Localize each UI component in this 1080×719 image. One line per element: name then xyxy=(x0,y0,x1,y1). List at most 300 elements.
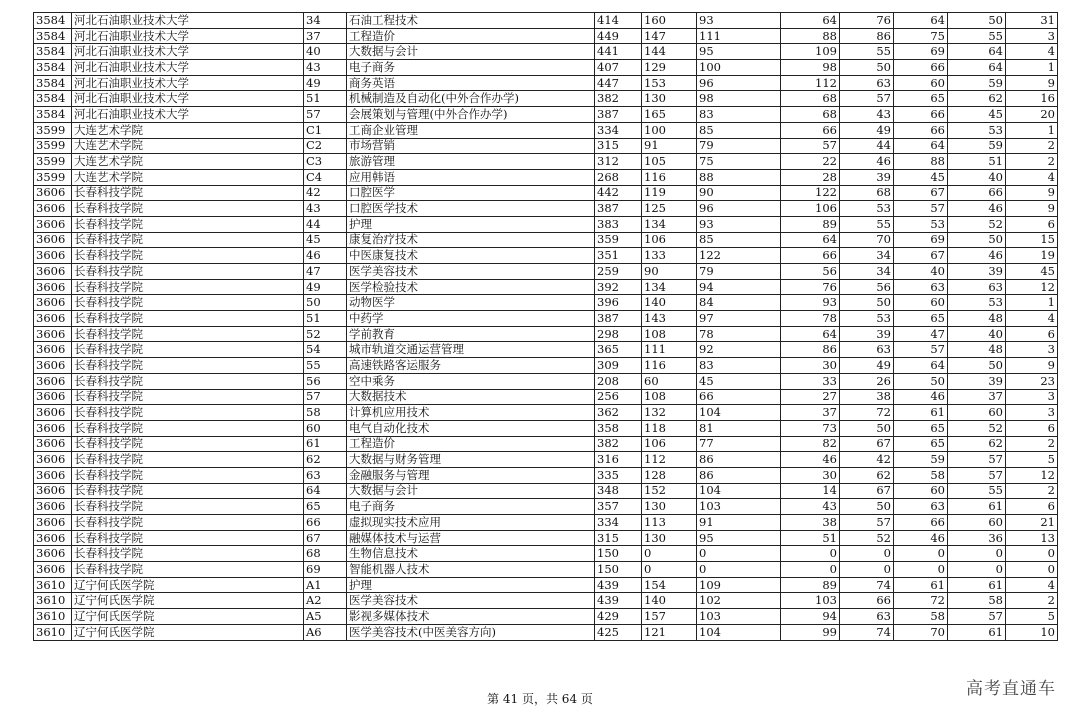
cell-score-c: 33 xyxy=(781,373,840,389)
cell-count: 2 xyxy=(1006,154,1058,170)
cell-school-code: 3606 xyxy=(34,279,72,295)
cell-school-code: 3606 xyxy=(34,185,72,201)
cell-score-a: 160 xyxy=(642,13,697,29)
cell-count: 3 xyxy=(1006,405,1058,421)
cell-score-a: 106 xyxy=(642,232,697,248)
cell-score-b: 91 xyxy=(697,515,781,531)
cell-score-b: 95 xyxy=(697,530,781,546)
cell-score-c: 93 xyxy=(781,295,840,311)
cell-score-a: 154 xyxy=(642,577,697,593)
cell-school-code: 3606 xyxy=(34,326,72,342)
cell-major-code: 50 xyxy=(304,295,347,311)
cell-total-score: 396 xyxy=(595,295,642,311)
cell-score-e: 47 xyxy=(894,326,948,342)
cell-score-d: 74 xyxy=(840,577,894,593)
cell-score-d: 39 xyxy=(840,169,894,185)
cell-school-name: 长春科技学院 xyxy=(72,201,304,217)
cell-score-f: 55 xyxy=(948,483,1006,499)
cell-school-name: 河北石油职业技术大学 xyxy=(72,44,304,60)
cell-total-score: 449 xyxy=(595,28,642,44)
cell-school-code: 3606 xyxy=(34,405,72,421)
cell-major-name: 动物医学 xyxy=(347,295,595,311)
cell-score-e: 88 xyxy=(894,154,948,170)
cell-score-d: 26 xyxy=(840,373,894,389)
cell-count: 0 xyxy=(1006,546,1058,562)
cell-score-a: 147 xyxy=(642,28,697,44)
cell-total-score: 312 xyxy=(595,154,642,170)
cell-score-f: 51 xyxy=(948,154,1006,170)
cell-score-a: 121 xyxy=(642,624,697,640)
cell-score-b: 90 xyxy=(697,185,781,201)
cell-total-score: 259 xyxy=(595,264,642,280)
cell-total-score: 392 xyxy=(595,279,642,295)
cell-score-c: 99 xyxy=(781,624,840,640)
cell-score-e: 57 xyxy=(894,342,948,358)
cell-total-score: 362 xyxy=(595,405,642,421)
cell-major-code: C3 xyxy=(304,154,347,170)
cell-school-name: 长春科技学院 xyxy=(72,232,304,248)
cell-score-f: 61 xyxy=(948,577,1006,593)
cell-score-a: 134 xyxy=(642,279,697,295)
cell-major-code: 63 xyxy=(304,467,347,483)
cell-score-f: 39 xyxy=(948,264,1006,280)
cell-major-name: 会展策划与管理(中外合作办学) xyxy=(347,107,595,123)
cell-score-f: 55 xyxy=(948,28,1006,44)
cell-school-name: 大连艺术学院 xyxy=(72,154,304,170)
cell-score-e: 53 xyxy=(894,216,948,232)
cell-total-score: 439 xyxy=(595,577,642,593)
cell-score-b: 86 xyxy=(697,452,781,468)
table-row xyxy=(34,13,1058,29)
cell-score-c: 94 xyxy=(781,609,840,625)
cell-total-score: 387 xyxy=(595,107,642,123)
cell-score-a: 130 xyxy=(642,499,697,515)
cell-major-name: 中医康复技术 xyxy=(347,248,595,264)
cell-score-e: 0 xyxy=(894,546,948,562)
cell-school-name: 长春科技学院 xyxy=(72,530,304,546)
cell-school-name: 大连艺术学院 xyxy=(72,122,304,138)
cell-total-score: 298 xyxy=(595,326,642,342)
table-row xyxy=(34,593,1058,609)
cell-school-name: 长春科技学院 xyxy=(72,562,304,578)
cell-score-a: 140 xyxy=(642,593,697,609)
cell-school-name: 长春科技学院 xyxy=(72,420,304,436)
cell-major-code: 45 xyxy=(304,232,347,248)
cell-count: 3 xyxy=(1006,28,1058,44)
cell-total-score: 425 xyxy=(595,624,642,640)
cell-total-score: 150 xyxy=(595,546,642,562)
cell-total-score: 150 xyxy=(595,562,642,578)
cell-score-c: 73 xyxy=(781,420,840,436)
cell-score-f: 61 xyxy=(948,624,1006,640)
table-row xyxy=(34,60,1058,76)
cell-score-e: 70 xyxy=(894,624,948,640)
cell-school-name: 大连艺术学院 xyxy=(72,169,304,185)
table-row xyxy=(34,248,1058,264)
cell-school-name: 河北石油职业技术大学 xyxy=(72,75,304,91)
cell-score-f: 50 xyxy=(948,232,1006,248)
table-row xyxy=(34,216,1058,232)
cell-score-e: 0 xyxy=(894,562,948,578)
cell-score-d: 86 xyxy=(840,28,894,44)
cell-school-code: 3599 xyxy=(34,138,72,154)
cell-score-f: 66 xyxy=(948,185,1006,201)
cell-total-score: 382 xyxy=(595,436,642,452)
cell-school-name: 长春科技学院 xyxy=(72,342,304,358)
cell-score-d: 0 xyxy=(840,562,894,578)
cell-score-a: 105 xyxy=(642,154,697,170)
cell-school-name: 长春科技学院 xyxy=(72,326,304,342)
cell-score-f: 59 xyxy=(948,138,1006,154)
cell-score-f: 40 xyxy=(948,169,1006,185)
cell-count: 2 xyxy=(1006,436,1058,452)
cell-school-code: 3606 xyxy=(34,483,72,499)
cell-score-c: 66 xyxy=(781,248,840,264)
cell-school-name: 长春科技学院 xyxy=(72,358,304,374)
cell-major-name: 虚拟现实技术应用 xyxy=(347,515,595,531)
table-row xyxy=(34,264,1058,280)
cell-major-name: 护理 xyxy=(347,577,595,593)
cell-score-f: 36 xyxy=(948,530,1006,546)
cell-score-b: 111 xyxy=(697,28,781,44)
table-row xyxy=(34,279,1058,295)
cell-score-f: 48 xyxy=(948,311,1006,327)
cell-score-c: 68 xyxy=(781,107,840,123)
cell-major-code: 61 xyxy=(304,436,347,452)
cell-score-e: 60 xyxy=(894,483,948,499)
cell-school-name: 长春科技学院 xyxy=(72,185,304,201)
cell-school-code: 3606 xyxy=(34,499,72,515)
cell-count: 5 xyxy=(1006,452,1058,468)
cell-score-a: 0 xyxy=(642,562,697,578)
cell-count: 3 xyxy=(1006,342,1058,358)
cell-score-f: 53 xyxy=(948,122,1006,138)
cell-score-a: 119 xyxy=(642,185,697,201)
cell-major-code: 52 xyxy=(304,326,347,342)
cell-score-c: 0 xyxy=(781,562,840,578)
cell-score-c: 112 xyxy=(781,75,840,91)
cell-count: 23 xyxy=(1006,373,1058,389)
cell-major-name: 商务英语 xyxy=(347,75,595,91)
cell-school-name: 长春科技学院 xyxy=(72,264,304,280)
cell-total-score: 383 xyxy=(595,216,642,232)
cell-score-b: 79 xyxy=(697,264,781,280)
cell-score-b: 92 xyxy=(697,342,781,358)
cell-major-name: 电气自动化技术 xyxy=(347,420,595,436)
cell-school-name: 河北石油职业技术大学 xyxy=(72,60,304,76)
cell-score-f: 50 xyxy=(948,13,1006,29)
cell-score-a: 132 xyxy=(642,405,697,421)
cell-score-e: 57 xyxy=(894,201,948,217)
cell-score-e: 60 xyxy=(894,75,948,91)
cell-score-b: 81 xyxy=(697,420,781,436)
cell-school-code: 3599 xyxy=(34,122,72,138)
cell-score-b: 78 xyxy=(697,326,781,342)
cell-score-a: 91 xyxy=(642,138,697,154)
cell-score-b: 104 xyxy=(697,483,781,499)
cell-count: 2 xyxy=(1006,593,1058,609)
cell-score-b: 93 xyxy=(697,13,781,29)
cell-school-code: 3606 xyxy=(34,201,72,217)
cell-score-e: 65 xyxy=(894,436,948,452)
cell-school-code: 3606 xyxy=(34,436,72,452)
cell-school-name: 辽宁何氏医学院 xyxy=(72,577,304,593)
table-row xyxy=(34,185,1058,201)
cell-major-code: 55 xyxy=(304,358,347,374)
cell-school-code: 3606 xyxy=(34,311,72,327)
cell-score-a: 90 xyxy=(642,264,697,280)
cell-total-score: 442 xyxy=(595,185,642,201)
cell-score-d: 63 xyxy=(840,609,894,625)
cell-score-d: 70 xyxy=(840,232,894,248)
cell-score-d: 46 xyxy=(840,154,894,170)
cell-score-a: 0 xyxy=(642,546,697,562)
cell-major-code: 65 xyxy=(304,499,347,515)
cell-total-score: 334 xyxy=(595,122,642,138)
cell-total-score: 414 xyxy=(595,13,642,29)
cell-score-a: 130 xyxy=(642,91,697,107)
cell-score-c: 122 xyxy=(781,185,840,201)
cell-major-name: 电子商务 xyxy=(347,499,595,515)
cell-school-code: 3606 xyxy=(34,420,72,436)
cell-score-a: 116 xyxy=(642,169,697,185)
table-row xyxy=(34,467,1058,483)
cell-major-name: 口腔医学 xyxy=(347,185,595,201)
cell-score-e: 46 xyxy=(894,530,948,546)
cell-score-d: 49 xyxy=(840,122,894,138)
cell-score-c: 0 xyxy=(781,546,840,562)
cell-score-c: 14 xyxy=(781,483,840,499)
cell-score-f: 57 xyxy=(948,452,1006,468)
cell-score-e: 66 xyxy=(894,60,948,76)
cell-score-c: 88 xyxy=(781,28,840,44)
cell-total-score: 268 xyxy=(595,169,642,185)
cell-count: 9 xyxy=(1006,185,1058,201)
cell-score-b: 77 xyxy=(697,436,781,452)
cell-major-name: 石油工程技术 xyxy=(347,13,595,29)
cell-school-code: 3584 xyxy=(34,28,72,44)
cell-major-name: 旅游管理 xyxy=(347,154,595,170)
cell-major-name: 空中乘务 xyxy=(347,373,595,389)
cell-score-d: 38 xyxy=(840,389,894,405)
cell-score-e: 60 xyxy=(894,295,948,311)
cell-school-code: 3606 xyxy=(34,373,72,389)
cell-score-b: 104 xyxy=(697,405,781,421)
cell-total-score: 316 xyxy=(595,452,642,468)
cell-score-b: 103 xyxy=(697,609,781,625)
cell-major-name: 大数据与会计 xyxy=(347,483,595,499)
cell-count: 4 xyxy=(1006,577,1058,593)
table-row xyxy=(34,138,1058,154)
cell-major-code: 34 xyxy=(304,13,347,29)
cell-score-a: 108 xyxy=(642,389,697,405)
cell-school-name: 长春科技学院 xyxy=(72,436,304,452)
cell-score-a: 118 xyxy=(642,420,697,436)
cell-major-name: 医学美容技术 xyxy=(347,593,595,609)
cell-score-f: 53 xyxy=(948,295,1006,311)
cell-score-f: 59 xyxy=(948,75,1006,91)
cell-score-a: 143 xyxy=(642,311,697,327)
cell-score-e: 65 xyxy=(894,420,948,436)
cell-school-name: 长春科技学院 xyxy=(72,546,304,562)
cell-school-code: 3606 xyxy=(34,515,72,531)
cell-school-code: 3606 xyxy=(34,342,72,358)
cell-school-name: 长春科技学院 xyxy=(72,499,304,515)
cell-major-code: 58 xyxy=(304,405,347,421)
cell-score-b: 96 xyxy=(697,75,781,91)
cell-school-name: 大连艺术学院 xyxy=(72,138,304,154)
cell-score-d: 57 xyxy=(840,91,894,107)
cell-major-name: 智能机器人技术 xyxy=(347,562,595,578)
cell-score-b: 103 xyxy=(697,499,781,515)
cell-count: 6 xyxy=(1006,326,1058,342)
cell-count: 4 xyxy=(1006,169,1058,185)
cell-score-d: 53 xyxy=(840,311,894,327)
cell-score-d: 50 xyxy=(840,499,894,515)
cell-school-code: 3610 xyxy=(34,577,72,593)
cell-count: 3 xyxy=(1006,389,1058,405)
cell-total-score: 429 xyxy=(595,609,642,625)
cell-score-f: 37 xyxy=(948,389,1006,405)
cell-count: 4 xyxy=(1006,44,1058,60)
cell-major-code: 56 xyxy=(304,373,347,389)
cell-score-f: 46 xyxy=(948,248,1006,264)
cell-total-score: 348 xyxy=(595,483,642,499)
cell-score-d: 53 xyxy=(840,201,894,217)
cell-count: 1 xyxy=(1006,295,1058,311)
cell-score-a: 153 xyxy=(642,75,697,91)
cell-major-name: 电子商务 xyxy=(347,60,595,76)
cell-school-code: 3584 xyxy=(34,107,72,123)
cell-total-score: 315 xyxy=(595,138,642,154)
cell-score-f: 46 xyxy=(948,201,1006,217)
table-row xyxy=(34,420,1058,436)
cell-major-code: A1 xyxy=(304,577,347,593)
cell-count: 13 xyxy=(1006,530,1058,546)
cell-score-b: 0 xyxy=(697,546,781,562)
cell-score-d: 67 xyxy=(840,436,894,452)
cell-score-f: 62 xyxy=(948,436,1006,452)
cell-major-code: 44 xyxy=(304,216,347,232)
cell-major-name: 医学检验技术 xyxy=(347,279,595,295)
cell-school-code: 3584 xyxy=(34,60,72,76)
cell-score-c: 78 xyxy=(781,311,840,327)
cell-score-f: 45 xyxy=(948,107,1006,123)
cell-score-b: 83 xyxy=(697,107,781,123)
cell-school-name: 长春科技学院 xyxy=(72,373,304,389)
table-row xyxy=(34,609,1058,625)
cell-school-name: 河北石油职业技术大学 xyxy=(72,91,304,107)
cell-score-c: 64 xyxy=(781,13,840,29)
cell-school-name: 长春科技学院 xyxy=(72,311,304,327)
cell-score-d: 62 xyxy=(840,467,894,483)
cell-score-d: 66 xyxy=(840,593,894,609)
cell-score-f: 64 xyxy=(948,60,1006,76)
cell-score-b: 88 xyxy=(697,169,781,185)
cell-school-code: 3606 xyxy=(34,248,72,264)
cell-school-name: 长春科技学院 xyxy=(72,295,304,311)
cell-score-e: 67 xyxy=(894,185,948,201)
cell-major-code: 47 xyxy=(304,264,347,280)
cell-school-code: 3599 xyxy=(34,169,72,185)
cell-major-name: 影视多媒体技术 xyxy=(347,609,595,625)
table-row xyxy=(34,530,1058,546)
cell-score-d: 39 xyxy=(840,326,894,342)
cell-total-score: 382 xyxy=(595,91,642,107)
cell-score-d: 63 xyxy=(840,342,894,358)
cell-score-d: 52 xyxy=(840,530,894,546)
cell-score-a: 157 xyxy=(642,609,697,625)
table-row xyxy=(34,546,1058,562)
cell-score-a: 112 xyxy=(642,452,697,468)
cell-school-code: 3599 xyxy=(34,154,72,170)
cell-score-a: 165 xyxy=(642,107,697,123)
table-row xyxy=(34,483,1058,499)
cell-score-d: 55 xyxy=(840,44,894,60)
cell-score-f: 61 xyxy=(948,499,1006,515)
cell-score-b: 75 xyxy=(697,154,781,170)
cell-score-c: 51 xyxy=(781,530,840,546)
cell-score-e: 64 xyxy=(894,138,948,154)
cell-total-score: 387 xyxy=(595,311,642,327)
cell-score-b: 100 xyxy=(697,60,781,76)
cell-score-a: 111 xyxy=(642,342,697,358)
cell-major-code: 49 xyxy=(304,75,347,91)
cell-score-d: 0 xyxy=(840,546,894,562)
cell-score-b: 0 xyxy=(697,562,781,578)
cell-score-a: 116 xyxy=(642,358,697,374)
cell-count: 6 xyxy=(1006,499,1058,515)
cell-major-code: 68 xyxy=(304,546,347,562)
cell-score-c: 27 xyxy=(781,389,840,405)
cell-school-code: 3606 xyxy=(34,358,72,374)
cell-count: 19 xyxy=(1006,248,1058,264)
cell-count: 20 xyxy=(1006,107,1058,123)
table-row xyxy=(34,122,1058,138)
watermark-logo-text: 高考直通车 xyxy=(966,679,1056,699)
cell-score-c: 57 xyxy=(781,138,840,154)
table-row xyxy=(34,75,1058,91)
cell-school-name: 河北石油职业技术大学 xyxy=(72,28,304,44)
cell-score-b: 94 xyxy=(697,279,781,295)
cell-score-a: 134 xyxy=(642,216,697,232)
cell-score-b: 98 xyxy=(697,91,781,107)
cell-count: 31 xyxy=(1006,13,1058,29)
cell-score-f: 52 xyxy=(948,420,1006,436)
cell-score-e: 64 xyxy=(894,358,948,374)
cell-major-name: 中药学 xyxy=(347,311,595,327)
cell-total-score: 407 xyxy=(595,60,642,76)
cell-total-score: 256 xyxy=(595,389,642,405)
cell-score-f: 57 xyxy=(948,609,1006,625)
cell-score-a: 130 xyxy=(642,530,697,546)
cell-score-a: 152 xyxy=(642,483,697,499)
cell-score-b: 85 xyxy=(697,122,781,138)
cell-total-score: 441 xyxy=(595,44,642,60)
cell-major-name: 计算机应用技术 xyxy=(347,405,595,421)
cell-score-d: 34 xyxy=(840,248,894,264)
cell-major-code: 40 xyxy=(304,44,347,60)
cell-score-b: 97 xyxy=(697,311,781,327)
cell-school-name: 长春科技学院 xyxy=(72,467,304,483)
cell-count: 15 xyxy=(1006,232,1058,248)
cell-score-b: 104 xyxy=(697,624,781,640)
cell-score-d: 50 xyxy=(840,420,894,436)
table-row xyxy=(34,107,1058,123)
cell-major-name: 工程造价 xyxy=(347,436,595,452)
table-row xyxy=(34,577,1058,593)
cell-major-name: 口腔医学技术 xyxy=(347,201,595,217)
